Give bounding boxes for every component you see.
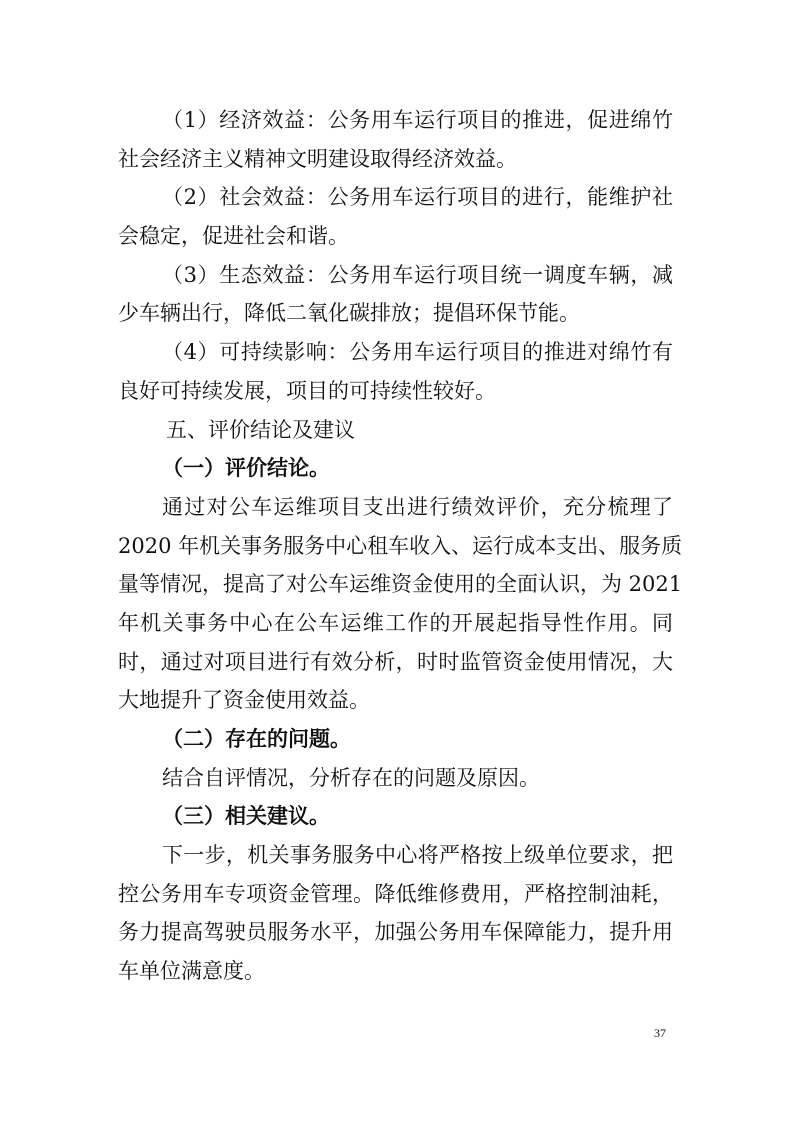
subheading-existing-problems	[118, 720, 673, 759]
paragraph-line: （2）社会效益：公务用车运行项目的进行，能维护社	[162, 185, 673, 210]
paragraph-line: 大地提升了资金使用效益。	[118, 688, 370, 713]
paragraph-line: 社会经济主义精神文明建设取得经济效益。	[118, 146, 517, 171]
paragraph-evaluation-conclusion	[118, 488, 683, 720]
subheading-related-suggestions	[118, 797, 673, 836]
subheading: （二）存在的问题。	[162, 726, 351, 751]
section-heading: 五、评价结论及建议	[166, 417, 355, 442]
subheading-evaluation-conclusion	[118, 449, 673, 488]
paragraph-line: 2020 年机关事务服务中心租车收入、运行成本支出、服务质	[118, 533, 683, 558]
paragraph-line: 时，通过对项目进行有效分析，时时监管资金使用情况，大	[118, 649, 673, 674]
paragraph-economic-benefit	[118, 101, 673, 178]
page-number: 37	[654, 1026, 666, 1040]
paragraph-line: 少车辆出行，降低二氧化碳排放；提倡环保节能。	[118, 301, 580, 326]
paragraph-social-benefit	[118, 178, 673, 255]
subheading: （一）评价结论。	[162, 455, 330, 481]
paragraph-line: 年机关事务中心在公车运维工作的开展起指导性作用。同	[118, 610, 673, 635]
paragraph-line: 控公务用车专项资金管理。降低维修费用，严格控制油耗，	[118, 881, 673, 906]
paragraph-line: （3）生态效益：公务用车运行项目统一调度车辆，减	[162, 262, 673, 287]
paragraph-line: 务力提高驾驶员服务水平，加强公务用车保障能力，提升用	[118, 920, 673, 945]
paragraph-line: 会稳定，促进社会和谐。	[118, 224, 349, 249]
paragraph-line: 量等情况，提高了对公车运维资金使用的全面认识，为 2021	[118, 572, 683, 597]
paragraph-line: （1）经济效益：公务用车运行项目的推进，促进绵竹	[162, 108, 673, 132]
paragraph-existing-problems	[118, 759, 673, 798]
section-heading-conclusion-and-suggestions	[118, 411, 673, 450]
subheading: （三）相关建议。	[162, 803, 330, 829]
paragraph-related-suggestions	[118, 836, 673, 991]
document-body	[118, 101, 683, 991]
paragraph-line: 通过对公车运维项目支出进行绩效评价，充分梳理了	[162, 494, 673, 519]
paragraph-line: 结合自评情况，分析存在的问题及原因。	[162, 765, 540, 790]
paragraph-sustainable-impact	[118, 333, 673, 410]
paragraph-line: 下一步，机关事务服务中心将严格按上级单位要求，把	[162, 843, 673, 868]
paragraph-ecological-benefit	[118, 256, 673, 333]
paragraph-line: 良好可持续发展，项目的可持续性较好。	[118, 378, 496, 403]
paragraph-line: 车单位满意度。	[118, 959, 265, 984]
paragraph-line: （4）可持续影响：公务用车运行项目的推进对绵竹有	[162, 340, 673, 365]
